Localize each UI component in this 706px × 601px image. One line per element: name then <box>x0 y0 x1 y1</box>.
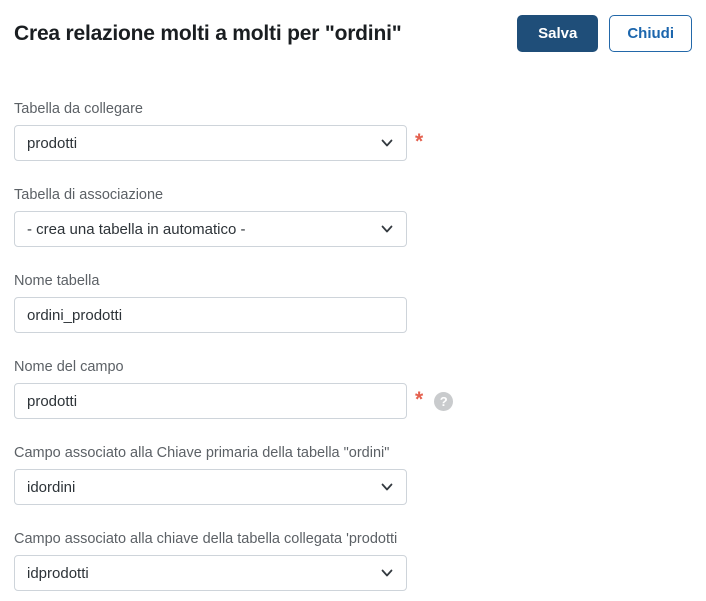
chevron-down-icon <box>380 566 394 580</box>
campo-chiave-primaria-select[interactable] <box>14 469 407 505</box>
required-asterisk: * <box>415 388 424 411</box>
field-label: Tabella da collegare <box>14 101 143 117</box>
close-button[interactable]: Chiudi <box>609 15 692 52</box>
field-label: Campo associato alla chiave della tabella collegata 'prodotti <box>14 531 398 547</box>
tabella-di-associazione-select[interactable] <box>14 211 407 247</box>
header-actions <box>517 15 692 52</box>
field-nome-del-campo <box>14 359 692 419</box>
chevron-down-icon <box>380 480 394 494</box>
nome-tabella-input[interactable] <box>14 297 407 333</box>
campo-chiave-collegata-select[interactable] <box>14 555 407 591</box>
field-campo-chiave-primaria <box>14 445 692 505</box>
chevron-down-icon <box>380 222 394 236</box>
field-label: Nome tabella <box>14 273 100 289</box>
save-button[interactable]: Salva <box>517 15 598 52</box>
field-label: Nome del campo <box>14 359 124 375</box>
field-label: Campo associato alla Chiave primaria della tabella "ordini" <box>14 445 390 461</box>
field-tabella-da-collegare <box>14 101 692 161</box>
field-label: Tabella di associazione <box>14 187 164 203</box>
select-value: idprodotti <box>27 564 89 582</box>
select-value: - crea una tabella in automatico - <box>27 220 246 238</box>
field-nome-tabella <box>14 273 692 333</box>
field-campo-chiave-collegata <box>14 531 692 591</box>
chevron-down-icon <box>380 136 394 150</box>
field-tabella-di-associazione <box>14 187 692 247</box>
select-value: idordini <box>27 478 76 496</box>
select-value: prodotti <box>27 134 78 152</box>
help-icon[interactable]: ? <box>434 392 453 411</box>
dialog-header <box>14 15 692 52</box>
nome-del-campo-input[interactable] <box>14 383 407 419</box>
tabella-da-collegare-select[interactable] <box>14 125 407 161</box>
required-asterisk: * <box>415 130 424 153</box>
page-title: Crea relazione molti a molti per "ordini" <box>14 22 402 45</box>
